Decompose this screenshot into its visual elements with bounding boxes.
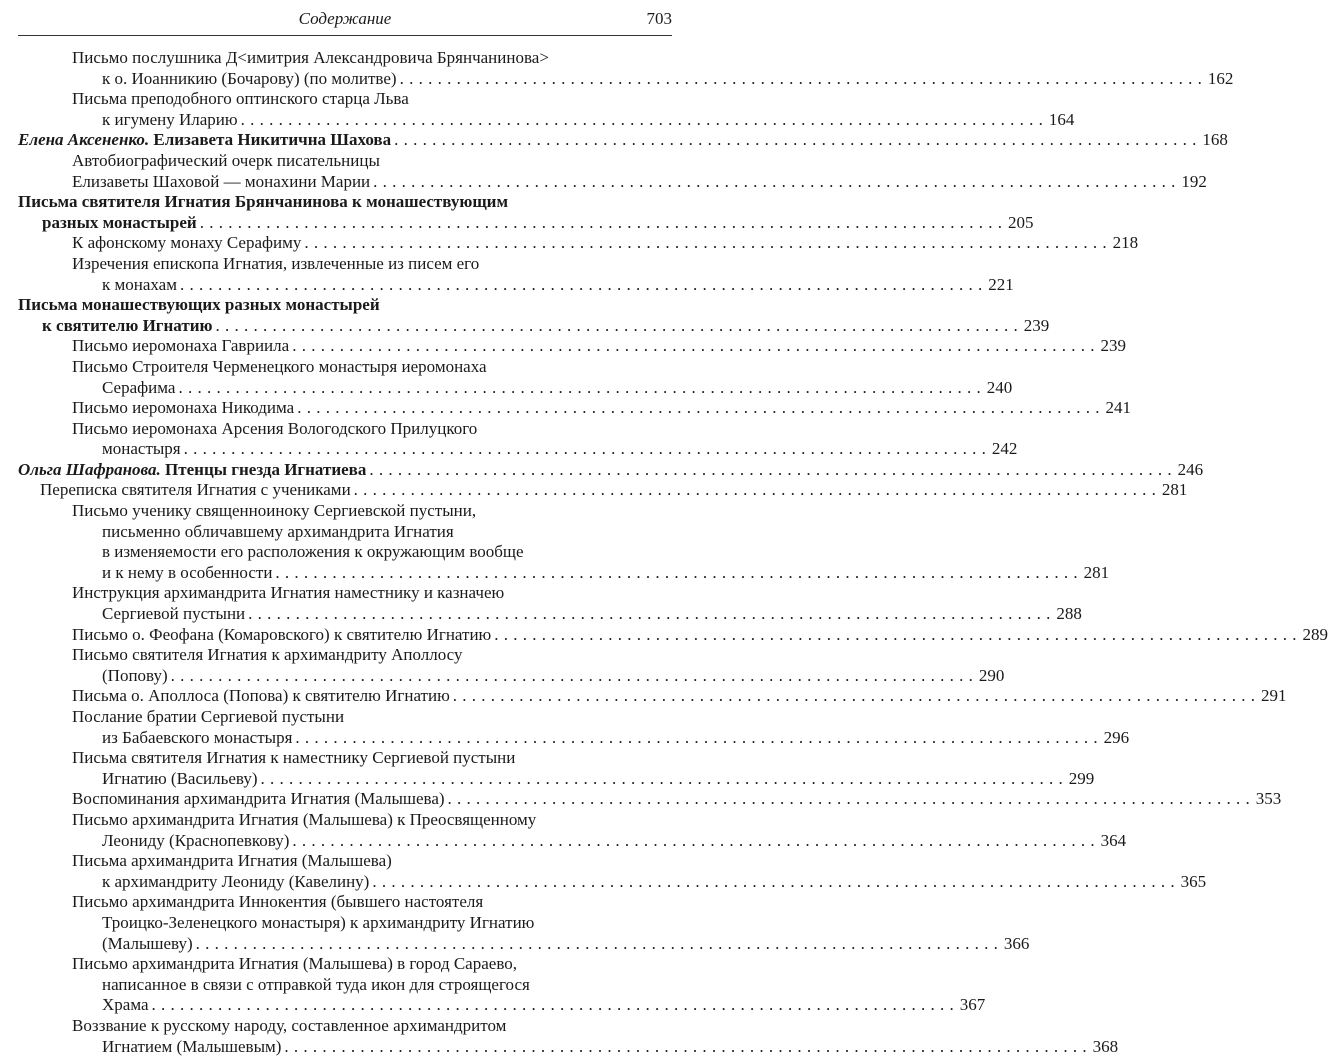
- toc-entry-title: [40, 480, 351, 501]
- leader-dots: [304, 233, 1107, 254]
- toc-entry-text: Письма монашествующих разных монастырей: [18, 295, 380, 314]
- toc-entry-title: [72, 336, 289, 357]
- table-of-contents: [18, 48, 672, 1057]
- leader-dots: [171, 666, 974, 687]
- toc-entry: [18, 89, 672, 130]
- toc-entry-text: Письмо архимандрита Игнатия (Малышева) к Преосвященному: [72, 810, 536, 829]
- toc-entry: [18, 1016, 672, 1057]
- toc-entry-author: Елена Аксененко.: [18, 130, 149, 149]
- toc-entry-text: Птенцы гнезда Игнатиева: [165, 460, 366, 479]
- toc-entry-author: Ольга Шафранова.: [18, 460, 161, 479]
- toc-entry-line: [72, 995, 672, 1016]
- toc-entry-text: к монахам: [102, 275, 177, 294]
- toc-entry: [18, 336, 672, 357]
- toc-entry-title: [102, 872, 369, 893]
- leader-dots: [297, 398, 1100, 419]
- toc-entry-line: [72, 748, 672, 769]
- toc-page-number: 366: [1001, 934, 1029, 955]
- toc-entry-text: Троицко-Зеленецкого монастыря) к архимандриту Игнатию: [102, 913, 534, 932]
- toc-entry-text: Леониду (Краснопевкову): [102, 831, 289, 850]
- toc-entry-text: Храма: [102, 995, 149, 1014]
- toc-entry-line: [72, 275, 672, 296]
- toc-entry-line: [72, 666, 672, 687]
- toc-entry-title: [72, 172, 370, 193]
- leader-dots: [400, 69, 1203, 90]
- toc-page-number: 299: [1066, 769, 1094, 790]
- toc-page-number: 239: [1021, 316, 1049, 337]
- toc-entry: [18, 460, 672, 481]
- toc-entry-line: [72, 172, 672, 193]
- leader-dots: [354, 480, 1157, 501]
- toc-entry-title: [18, 460, 366, 481]
- toc-entry-text: Письма архимандрита Игнатия (Малышева): [72, 851, 392, 870]
- leader-dots: [216, 316, 1019, 337]
- toc-entry-line: [72, 419, 672, 440]
- toc-entry: [18, 748, 672, 789]
- toc-entry-line: [18, 460, 672, 481]
- toc-page-number: 289: [1300, 625, 1328, 646]
- toc-entry: [18, 419, 672, 460]
- leader-dots: [292, 831, 1095, 852]
- toc-page-number: 164: [1046, 110, 1074, 131]
- toc-entry-title: [72, 686, 450, 707]
- toc-entry-title: [102, 563, 272, 584]
- toc-entry-line: [18, 295, 672, 316]
- toc-entry-text: в изменяемости его расположения к окружающим вообще: [102, 542, 524, 561]
- toc-entry-text: из Бабаевского монастыря: [102, 728, 292, 747]
- toc-page-number: 221: [986, 275, 1014, 296]
- toc-page-number: 242: [989, 439, 1017, 460]
- toc-entry-text: к святителю Игнатию: [42, 316, 213, 335]
- leader-dots: [241, 110, 1044, 131]
- toc-entry-line: [18, 316, 672, 337]
- toc-entry-line: [72, 913, 672, 934]
- toc-entry: [18, 480, 672, 501]
- toc-entry-title: [102, 439, 181, 460]
- leader-dots: [448, 789, 1251, 810]
- leader-dots: [369, 460, 1172, 481]
- toc-entry-text: К афонскому монаху Серафиму: [72, 233, 301, 252]
- running-head-title: Содержание: [18, 6, 672, 32]
- toc-page-number: 367: [957, 995, 985, 1016]
- leader-dots: [372, 872, 1175, 893]
- toc-entry-text: Письмо иеромонаха Арсения Вологодского Прилуцкого: [72, 419, 477, 438]
- toc-page-number: 291: [1259, 686, 1287, 707]
- toc-entry: [18, 789, 672, 810]
- toc-entry-text: монастыря: [102, 439, 181, 458]
- toc-entry-text: Воззвание к русскому народу, составленное архимандритом: [72, 1016, 506, 1035]
- toc-entry-title: [102, 69, 397, 90]
- toc-entry-text: Письмо Строителя Черменецкого монастыря иеромонаха: [72, 357, 487, 376]
- toc-page-number: 240: [984, 378, 1012, 399]
- toc-entry-line: [72, 69, 672, 90]
- toc-entry-text: Письмо иеромонаха Никодима: [72, 398, 294, 417]
- toc-entry-title: [102, 666, 168, 687]
- toc-entry-title: [102, 728, 292, 749]
- toc-page-number: 168: [1200, 130, 1228, 151]
- toc-entry-line: [72, 789, 672, 810]
- toc-entry-title: [42, 316, 213, 337]
- toc-page-number: 281: [1159, 480, 1187, 501]
- toc-entry: [18, 398, 672, 419]
- leader-dots: [453, 686, 1256, 707]
- page-number: 703: [647, 6, 673, 32]
- toc-entry-line: [18, 213, 672, 234]
- toc-entry-line: [72, 604, 672, 625]
- toc-entry-text: Письмо архимандрита Игнатия (Малышева) в город Сараево,: [72, 954, 517, 973]
- toc-page-number: 218: [1110, 233, 1138, 254]
- toc-entry-title: [72, 625, 491, 646]
- toc-page-number: 364: [1098, 831, 1126, 852]
- toc-entry: [18, 233, 672, 254]
- toc-entry: [18, 810, 672, 851]
- toc-entry-title: [102, 1037, 281, 1057]
- toc-entry-text: Серафима: [102, 378, 175, 397]
- toc-entry-text: и к нему в особенности: [102, 563, 272, 582]
- toc-entry-line: [18, 192, 672, 213]
- toc-entry-line: [72, 254, 672, 275]
- toc-entry-text: Послание братии Сергиевой пустыни: [72, 707, 344, 726]
- toc-entry-text: Письма о. Аполлоса (Попова) к святителю Игнатию: [72, 686, 450, 705]
- toc-entry-line: [72, 810, 672, 831]
- toc-entry-text: Письмо ученику священноиноку Сергиевской пустыни,: [72, 501, 476, 520]
- toc-entry: [18, 357, 672, 398]
- toc-entry-text: написанное в связи с отправкой туда икон для строящегося: [102, 975, 530, 994]
- toc-page-number: 290: [976, 666, 1004, 687]
- toc-page-number: 162: [1205, 69, 1233, 90]
- running-head: [18, 6, 672, 32]
- toc-entry-text: Воспоминания архимандрита Игнатия (Малышева): [72, 789, 445, 808]
- toc-entry-line: [72, 233, 672, 254]
- toc-entry-text: Письмо иеромонаха Гавриила: [72, 336, 289, 355]
- toc-entry-line: [72, 625, 672, 646]
- toc-entry-line: [72, 831, 672, 852]
- toc-entry-line: [72, 934, 672, 955]
- leader-dots: [275, 563, 1078, 584]
- toc-entry-title: [18, 130, 391, 151]
- toc-entry-line: [72, 892, 672, 913]
- toc-entry-line: [72, 707, 672, 728]
- toc-entry-line: [72, 1016, 672, 1037]
- toc-entry-line: [72, 851, 672, 872]
- toc-entry-text: Сергиевой пустыни: [102, 604, 245, 623]
- toc-entry: [18, 851, 672, 892]
- toc-entry-line: [72, 357, 672, 378]
- toc-entry-title: [72, 233, 301, 254]
- toc-entry-line: [72, 686, 672, 707]
- toc-entry-line: [72, 336, 672, 357]
- toc-entry-text: (Попову): [102, 666, 168, 685]
- leader-dots: [292, 336, 1095, 357]
- toc-entry: [18, 501, 672, 583]
- leader-dots: [295, 728, 1098, 749]
- leader-dots: [284, 1037, 1087, 1057]
- toc-entry: [18, 645, 672, 686]
- toc-entry-text: Елизаветы Шаховой — монахини Марии: [72, 172, 370, 191]
- toc-entry: [18, 686, 672, 707]
- toc-entry-title: [102, 604, 245, 625]
- toc-page-number: 205: [1005, 213, 1033, 234]
- toc-entry-title: [102, 995, 149, 1016]
- toc-entry-title: [72, 789, 445, 810]
- toc-entry-text: к архимандриту Леониду (Кавелину): [102, 872, 369, 891]
- toc-entry-title: [102, 110, 238, 131]
- toc-entry-line: [72, 378, 672, 399]
- toc-entry-line: [72, 769, 672, 790]
- toc-entry-line: [72, 522, 672, 543]
- toc-entry-title: [102, 275, 177, 296]
- leader-dots: [394, 130, 1197, 151]
- toc-entry-text: к о. Иоанникию (Бочарову) (по молитве): [102, 69, 397, 88]
- toc-entry-text: Письма преподобного оптинского старца Льва: [72, 89, 409, 108]
- toc-entry: [18, 707, 672, 748]
- toc-page-number: 241: [1103, 398, 1131, 419]
- toc-entry: [18, 48, 672, 89]
- toc-entry-text: Письма святителя Игнатия к наместнику Сергиевой пустыни: [72, 748, 515, 767]
- toc-entry: [18, 954, 672, 1016]
- toc-entry-text: Письмо архимандрита Иннокентия (бывшего настоятеля: [72, 892, 483, 911]
- toc-entry-line: [72, 954, 672, 975]
- toc-entry: [18, 130, 672, 151]
- leader-dots: [200, 213, 1003, 234]
- toc-entry: [18, 583, 672, 624]
- toc-entry-line: [72, 151, 672, 172]
- toc-entry-title: [102, 934, 193, 955]
- toc-entry-line: [72, 728, 672, 749]
- toc-entry-line: [72, 48, 672, 69]
- toc-entry: [18, 295, 672, 336]
- toc-entry-text: Письмо послушника Д<имитрия Александровича Брянчанинова>: [72, 48, 549, 67]
- toc-entry-line: [40, 480, 672, 501]
- toc-entry-text: Елизавета Никитична Шахова: [153, 130, 391, 149]
- toc-entry-text: разных монастырей: [42, 213, 197, 232]
- toc-entry-title: [42, 213, 197, 234]
- leader-dots: [373, 172, 1176, 193]
- toc-entry-title: [102, 769, 258, 790]
- toc-entry-line: [72, 563, 672, 584]
- leader-dots: [261, 769, 1064, 790]
- toc-entry-line: [72, 583, 672, 604]
- toc-entry-text: Письма святителя Игнатия Брянчанинова к монашествующим: [18, 192, 508, 211]
- toc-entry-line: [72, 975, 672, 996]
- toc-entry-title: [102, 831, 289, 852]
- toc-entry-text: письменно обличавшему архимандрита Игнатия: [102, 522, 454, 541]
- toc-entry-text: Письмо о. Феофана (Комаровского) к святителю Игнатию: [72, 625, 491, 644]
- toc-entry-text: (Малышеву): [102, 934, 193, 953]
- toc-entry: [18, 192, 672, 233]
- toc-page-number: 368: [1090, 1037, 1118, 1057]
- leader-dots: [184, 439, 987, 460]
- leader-dots: [196, 934, 999, 955]
- toc-entry-text: Игнатию (Васильеву): [102, 769, 258, 788]
- toc-entry-line: [72, 110, 672, 131]
- header-rule: [18, 35, 672, 36]
- toc-entry-line: [72, 439, 672, 460]
- leader-dots: [494, 625, 1297, 646]
- toc-entry-text: Инструкция архимандрита Игнатия наместнику и казначею: [72, 583, 504, 602]
- toc-entry: [18, 625, 672, 646]
- leader-dots: [152, 995, 955, 1016]
- toc-page-number: 239: [1098, 336, 1126, 357]
- leader-dots: [178, 378, 981, 399]
- toc-entry-line: [72, 542, 672, 563]
- toc-entry-line: [72, 645, 672, 666]
- toc-entry-line: [72, 1037, 672, 1057]
- toc-entry-line: [18, 130, 672, 151]
- toc-page-number: 192: [1179, 172, 1207, 193]
- toc-entry: [18, 254, 672, 295]
- toc-page-number: 246: [1175, 460, 1203, 481]
- toc-entry-text: Переписка святителя Игнатия с учениками: [40, 480, 351, 499]
- toc-entry-line: [72, 872, 672, 893]
- toc-page-number: 365: [1178, 872, 1206, 893]
- toc-entry-line: [72, 89, 672, 110]
- toc-page-number: 296: [1101, 728, 1129, 749]
- leader-dots: [180, 275, 983, 296]
- leader-dots: [248, 604, 1051, 625]
- toc-page-number: 288: [1054, 604, 1082, 625]
- toc-entry-text: к игумену Иларию: [102, 110, 238, 129]
- toc-entry-text: Письмо святителя Игнатия к архимандриту Аполлосу: [72, 645, 462, 664]
- toc-entry-text: Автобиографический очерк писательницы: [72, 151, 380, 170]
- toc-entry-title: [102, 378, 175, 399]
- toc-page-number: 353: [1253, 789, 1281, 810]
- toc-entry-text: Изречения епископа Игнатия, извлеченные из писем его: [72, 254, 479, 273]
- toc-page-number: 281: [1081, 563, 1109, 584]
- toc-entry-text: Игнатием (Малышевым): [102, 1037, 281, 1056]
- toc-entry: [18, 151, 672, 192]
- toc-entry: [18, 892, 672, 954]
- toc-entry-line: [72, 398, 672, 419]
- toc-entry-line: [72, 501, 672, 522]
- toc-entry-title: [72, 398, 294, 419]
